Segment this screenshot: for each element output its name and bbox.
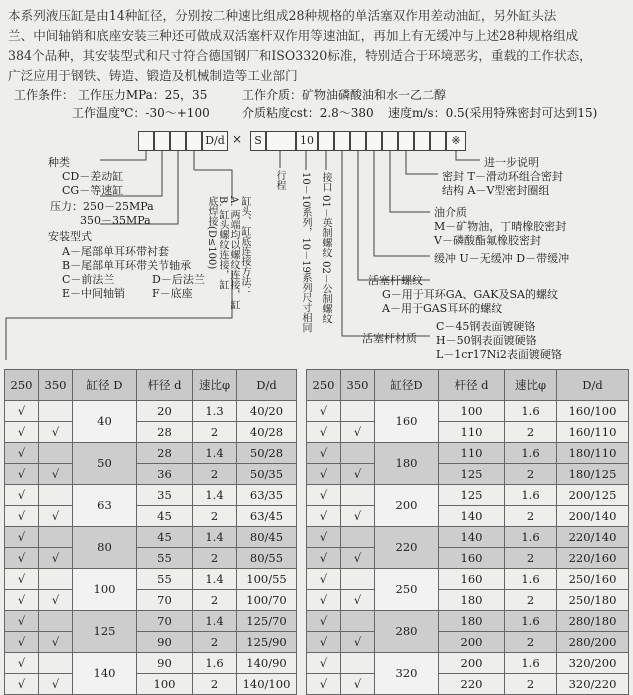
table-row <box>307 464 629 485</box>
cell-ratio: 2 <box>505 506 557 527</box>
cell-dd: 280/180 <box>557 611 629 632</box>
cell-dd: 200/125 <box>557 485 629 506</box>
cell-250: √ <box>307 506 341 527</box>
cell-250: √ <box>5 632 39 653</box>
table-row <box>5 422 297 443</box>
cell-350: √ <box>39 674 73 695</box>
cell-350 <box>341 611 375 632</box>
table-row <box>5 674 297 695</box>
code-box-series: 10 <box>296 131 318 151</box>
intro-line-3: 384个品种，其安装型式和尺寸符合德国钢厂和ISO3320标准，特别适合于环境恶劣，重载的工作状态， <box>8 48 592 63</box>
cell-bore: 125 <box>73 611 137 653</box>
series-label: 10－10系列，10－19系列尺寸相同 <box>300 172 311 333</box>
cell-ratio: 1.3 <box>193 401 237 422</box>
cell-ratio: 1.6 <box>505 527 557 548</box>
cell-bore: 40 <box>73 401 137 443</box>
table-row <box>307 506 629 527</box>
cell-rod: 70 <box>137 611 193 632</box>
seal-t: 密封 T－滑动环组合密封 <box>442 170 563 183</box>
cell-bore: 180 <box>375 443 439 485</box>
cell-350: √ <box>39 506 73 527</box>
cell-250: √ <box>307 590 341 611</box>
mount-d: D－后法兰 <box>152 273 205 286</box>
cell-rod: 90 <box>137 632 193 653</box>
cell-dd: 250/180 <box>557 590 629 611</box>
cell-ratio: 2 <box>193 464 237 485</box>
cell-dd: 320/220 <box>557 674 629 695</box>
cell-bore: 50 <box>73 443 137 485</box>
table-row <box>307 443 629 464</box>
cell-ratio: 1.6 <box>505 443 557 464</box>
cell-ratio: 1.6 <box>505 611 557 632</box>
col-350: 350 <box>39 370 73 401</box>
cell-dd: 140/100 <box>237 674 297 695</box>
mount-title: 安装型式 <box>48 230 92 243</box>
col-dd: D/d <box>237 370 297 401</box>
cell-dd: 160/100 <box>557 401 629 422</box>
cell-250: √ <box>307 401 341 422</box>
table-row <box>307 674 629 695</box>
cell-rod: 100 <box>137 674 193 695</box>
cell-dd: 125/70 <box>237 611 297 632</box>
cell-dd: 50/35 <box>237 464 297 485</box>
cell-rod: 90 <box>137 653 193 674</box>
cell-ratio: 1.6 <box>505 653 557 674</box>
cell-rod: 125 <box>439 485 505 506</box>
material-c: C－45钢表面镀硬铬 <box>436 320 536 333</box>
cell-ratio: 1.4 <box>193 443 237 464</box>
cell-bore: 63 <box>73 485 137 527</box>
cell-rod: 28 <box>137 443 193 464</box>
cell-rod: 140 <box>439 506 505 527</box>
working-temperature: 工作温度℃：-30～+100 <box>72 106 210 120</box>
cell-350: √ <box>341 674 375 695</box>
table-row <box>5 653 297 674</box>
cell-350 <box>39 401 73 422</box>
cell-rod: 45 <box>137 527 193 548</box>
cell-bore: 220 <box>375 527 439 569</box>
kind-cd: CD－差动缸 <box>62 170 124 183</box>
cell-rod: 180 <box>439 590 505 611</box>
cell-350: √ <box>341 548 375 569</box>
cell-ratio: 1.4 <box>193 569 237 590</box>
cell-350: √ <box>39 464 73 485</box>
col-bore: 缸径 D <box>73 370 137 401</box>
cell-ratio: 1.4 <box>193 527 237 548</box>
cell-250: √ <box>5 422 39 443</box>
cell-250: √ <box>5 485 39 506</box>
intro-line-1: 本系列液压缸是由14种缸径，分别按二种速比组成28种规格的单活塞双作用差动油缸，另外缸头法 <box>8 8 557 23</box>
col-rod: 杆径 d <box>137 370 193 401</box>
code-box-s: S <box>250 131 266 151</box>
buffer-label: 缓冲 U－无缓冲 D－带缓冲 <box>434 252 570 265</box>
cell-rod: 35 <box>137 485 193 506</box>
cell-ratio: 2 <box>505 464 557 485</box>
cell-250: √ <box>5 464 39 485</box>
cell-dd: 125/90 <box>237 632 297 653</box>
cell-bore: 100 <box>73 569 137 611</box>
cell-dd: 40/20 <box>237 401 297 422</box>
cell-ratio: 2 <box>505 590 557 611</box>
cell-rod: 36 <box>137 464 193 485</box>
cell-rod: 180 <box>439 611 505 632</box>
cell-350: √ <box>341 632 375 653</box>
stroke-label: 行程 <box>274 170 285 190</box>
cell-rod: 28 <box>137 422 193 443</box>
col-ratio: 速比φ <box>193 370 237 401</box>
table-row <box>307 401 629 422</box>
cell-dd: 180/110 <box>557 443 629 464</box>
table-row <box>5 548 297 569</box>
code-box-dd: D/d <box>202 131 228 151</box>
seal-a: 结构 A－V型密封圈组 <box>442 184 550 197</box>
cell-250: √ <box>307 443 341 464</box>
cell-dd: 100/70 <box>237 590 297 611</box>
table-row <box>307 548 629 569</box>
col-bore: 缸径D <box>375 370 439 401</box>
cell-350: √ <box>341 464 375 485</box>
cell-250: √ <box>5 401 39 422</box>
cell-350: √ <box>341 590 375 611</box>
cell-ratio: 1.6 <box>505 569 557 590</box>
kind-title: 种类 <box>48 156 70 169</box>
cell-350 <box>341 569 375 590</box>
cell-250: √ <box>5 443 39 464</box>
table-row <box>307 632 629 653</box>
cell-ratio: 2 <box>505 548 557 569</box>
cell-dd: 160/110 <box>557 422 629 443</box>
table-row <box>5 632 297 653</box>
cell-ratio: 1.6 <box>193 653 237 674</box>
cell-250: √ <box>307 422 341 443</box>
intro-line-2: 兰、中间轴销和底座安装三种还可做成双活塞杆双作用等速油缸，再加上有无缓冲与上述28种规格组成 <box>8 28 579 43</box>
cell-350 <box>341 653 375 674</box>
table-row <box>307 527 629 548</box>
table-row <box>5 443 297 464</box>
cell-350 <box>341 485 375 506</box>
col-250: 250 <box>5 370 39 401</box>
cell-rod: 100 <box>439 401 505 422</box>
working-pressure: 工作条件： 工作压力MPa：25，35 <box>14 88 208 102</box>
cell-bore: 320 <box>375 653 439 695</box>
cell-dd: 200/140 <box>557 506 629 527</box>
col-250: 250 <box>307 370 341 401</box>
kind-cg: CG－等速缸 <box>62 184 124 197</box>
cell-ratio: 2 <box>193 632 237 653</box>
mount-b: B－尾部单耳环带关节轴承 <box>62 259 192 272</box>
intro-line-4: 广泛应用于钢铁、铸造、锻造及机械制造等工业部门 <box>8 68 298 83</box>
cell-250: √ <box>5 611 39 632</box>
cell-250: √ <box>307 569 341 590</box>
cell-dd: 50/28 <box>237 443 297 464</box>
cell-ratio: 2 <box>193 506 237 527</box>
material-h: H－50钢表面镀硬铬 <box>436 334 537 347</box>
cell-bore: 250 <box>375 569 439 611</box>
medium-viscosity: 介质粘度cst：2.8～380 <box>242 106 374 120</box>
table-row <box>307 590 629 611</box>
cell-350: √ <box>39 632 73 653</box>
cell-dd: 250/160 <box>557 569 629 590</box>
cell-bore: 280 <box>375 611 439 653</box>
table-header-row <box>307 370 629 401</box>
cell-rod: 140 <box>439 527 505 548</box>
cell-250: √ <box>5 527 39 548</box>
mount-e: E－中间轴销 <box>62 287 126 300</box>
cell-ratio: 2 <box>193 590 237 611</box>
cell-rod: 55 <box>137 548 193 569</box>
cell-dd: 220/160 <box>557 548 629 569</box>
connect-method: 缸头、缸底连接方法： A. 两端均以螺纹连接，缸 B. 缸头螺纹连接，缸 底焊接(D≤100) <box>206 196 250 310</box>
cell-350 <box>341 443 375 464</box>
cell-350 <box>39 485 73 506</box>
cell-rod: 200 <box>439 632 505 653</box>
cell-rod: 200 <box>439 653 505 674</box>
material-title: 活塞杆材质 <box>362 332 417 345</box>
cell-350 <box>341 401 375 422</box>
port-label: 接口 01－英制螺纹 02－公制螺纹 <box>320 172 331 324</box>
mount-f: F－底座 <box>152 287 193 300</box>
cell-250: √ <box>307 527 341 548</box>
table-row <box>5 464 297 485</box>
oil-m: M－矿物油，丁晴橡胶密封 <box>434 220 567 233</box>
cell-250: √ <box>5 506 39 527</box>
cell-rod: 45 <box>137 506 193 527</box>
cell-dd: 140/90 <box>237 653 297 674</box>
cell-350: √ <box>341 506 375 527</box>
table-row <box>5 401 297 422</box>
col-dd: D/d <box>557 370 629 401</box>
cell-bore: 160 <box>375 401 439 443</box>
pressure-2: 350－35MPa <box>80 214 151 227</box>
cell-ratio: 2 <box>193 548 237 569</box>
cell-rod: 20 <box>137 401 193 422</box>
cell-350: √ <box>39 548 73 569</box>
cell-rod: 220 <box>439 674 505 695</box>
thread-g: G－用于耳环GA、GAK及SA的螺纹 <box>382 288 558 301</box>
cell-350 <box>39 653 73 674</box>
cell-250: √ <box>307 485 341 506</box>
cell-350 <box>341 527 375 548</box>
cell-350 <box>39 527 73 548</box>
cell-ratio: 2 <box>505 422 557 443</box>
cell-dd: 63/45 <box>237 506 297 527</box>
cell-250: √ <box>307 674 341 695</box>
cell-rod: 160 <box>439 569 505 590</box>
table-row <box>5 611 297 632</box>
cell-bore: 80 <box>73 527 137 569</box>
oil-v: V－磷酸酯氟橡胶密封 <box>434 234 541 247</box>
table-row <box>307 653 629 674</box>
table-row <box>5 569 297 590</box>
cell-dd: 180/125 <box>557 464 629 485</box>
mount-a: A－尾部单耳环带衬套 <box>62 245 169 258</box>
cell-bore: 200 <box>375 485 439 527</box>
cell-ratio: 1.4 <box>193 611 237 632</box>
table-row <box>307 569 629 590</box>
col-rod: 杆径 d <box>439 370 505 401</box>
working-medium: 工作介质：矿物油磷酸油和水一乙二醇 <box>242 88 447 102</box>
table-row <box>307 611 629 632</box>
further-desc: 进一步说明 <box>484 156 539 169</box>
oil-title: 油介质 <box>434 206 467 219</box>
table-row <box>5 527 297 548</box>
cell-350 <box>39 569 73 590</box>
cell-250: √ <box>307 653 341 674</box>
cell-250: √ <box>307 548 341 569</box>
cell-250: √ <box>5 569 39 590</box>
cell-dd: 80/45 <box>237 527 297 548</box>
cell-rod: 125 <box>439 464 505 485</box>
cell-250: √ <box>307 611 341 632</box>
cell-rod: 55 <box>137 569 193 590</box>
cell-ratio: 1.6 <box>505 485 557 506</box>
pressure-1: 压力：250－25MPa <box>50 200 154 213</box>
cell-dd: 280/200 <box>557 632 629 653</box>
cell-ratio: 2 <box>505 674 557 695</box>
cell-dd: 320/200 <box>557 653 629 674</box>
cell-dd: 220/140 <box>557 527 629 548</box>
cell-rod: 70 <box>137 590 193 611</box>
spec-table-left <box>4 369 297 695</box>
cell-dd: 40/28 <box>237 422 297 443</box>
table-row <box>307 422 629 443</box>
cell-350: √ <box>341 422 375 443</box>
table-header-row <box>5 370 297 401</box>
table-row <box>5 590 297 611</box>
cell-250: √ <box>307 464 341 485</box>
thread-a: A－用于GAS耳环的螺纹 <box>382 302 503 315</box>
cell-rod: 160 <box>439 548 505 569</box>
cell-dd: 80/55 <box>237 548 297 569</box>
col-350: 350 <box>341 370 375 401</box>
cell-dd: 63/35 <box>237 485 297 506</box>
speed: 速度m/s：0.5(采用特殊密封可达到15) <box>388 106 598 120</box>
code-box-further: ※ <box>446 131 466 151</box>
cell-250: √ <box>5 674 39 695</box>
table-row <box>5 506 297 527</box>
cell-350: √ <box>39 590 73 611</box>
material-l: L－1cr17Ni2表面镀硬铬 <box>436 348 562 361</box>
table-row <box>307 485 629 506</box>
cell-250: √ <box>5 548 39 569</box>
cell-350 <box>39 443 73 464</box>
thread-title: 活塞杆螺纹 <box>368 274 423 287</box>
code-times: × <box>232 132 243 146</box>
cell-bore: 140 <box>73 653 137 695</box>
cell-ratio: 2 <box>193 422 237 443</box>
spec-table-right <box>306 369 629 695</box>
cell-350 <box>39 611 73 632</box>
col-ratio: 速比φ <box>505 370 557 401</box>
cell-250: √ <box>5 653 39 674</box>
cell-ratio: 2 <box>505 632 557 653</box>
cell-rod: 110 <box>439 443 505 464</box>
cell-ratio: 1.6 <box>505 401 557 422</box>
table-row <box>5 485 297 506</box>
cell-250: √ <box>307 632 341 653</box>
mount-c: C－前法兰 <box>62 273 115 286</box>
cell-ratio: 1.4 <box>193 485 237 506</box>
cell-350: √ <box>39 422 73 443</box>
cell-dd: 100/55 <box>237 569 297 590</box>
cell-rod: 110 <box>439 422 505 443</box>
cell-ratio: 2 <box>193 674 237 695</box>
cell-250: √ <box>5 590 39 611</box>
